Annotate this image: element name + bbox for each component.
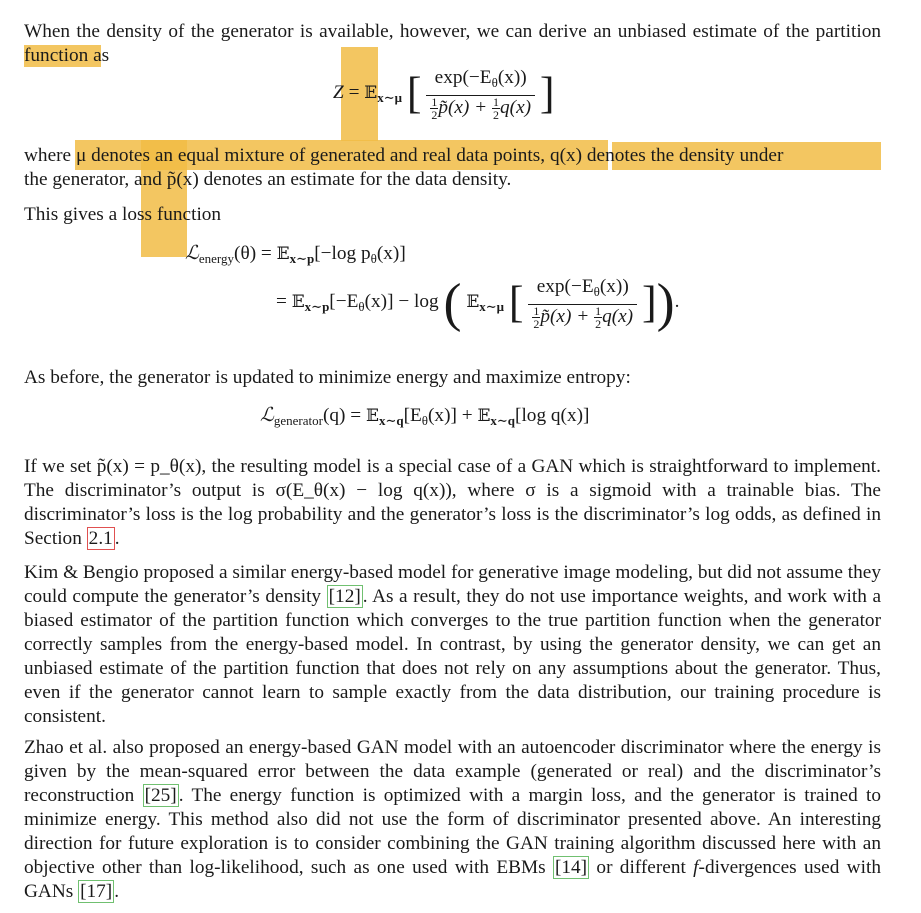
eq-energy-sub-p2: x∼p <box>304 298 330 314</box>
citation-14-link[interactable]: [14] <box>554 857 588 878</box>
eq-gen-sub-q1: x∼q <box>378 413 404 428</box>
right-bracket2-icon: ] <box>641 277 657 327</box>
eq-energy-exp2: 𝔼 <box>291 291 305 312</box>
half-d4: 2 <box>595 317 602 332</box>
eq-energy-lhs: ℒ <box>185 243 199 264</box>
eq-z-den2: q(x) <box>500 97 532 118</box>
paragraph-5 <box>24 455 881 551</box>
eq-gen-exp1: 𝔼 <box>365 406 379 426</box>
left-paren-icon: ( <box>443 272 462 333</box>
eq-energy-exp1: 𝔼 <box>276 244 290 264</box>
eq-z-sub: x∼μ <box>377 89 402 105</box>
para4-text: As before, the generator is updated to minimize energy and maximize entropy: <box>24 367 631 388</box>
half-n2: 1 <box>493 95 500 110</box>
eq-energy-period: . <box>674 290 680 312</box>
eq-energy-theta2: θ <box>358 298 365 314</box>
eq-gen-c: [log q(x)] <box>515 405 590 426</box>
eq-energy-fraction <box>528 275 637 330</box>
eq-gen-a: [E <box>403 405 422 426</box>
para7-text-d: -divergences used with GANs <box>24 857 881 902</box>
para3-text: This gives a loss function <box>24 204 222 225</box>
eq-gen-arg: (q) = <box>322 405 366 426</box>
citation-17-link[interactable]: [17] <box>80 881 113 902</box>
half-d: 2 <box>431 108 438 123</box>
para2-line2: the generator, and p̃(x) denotes an estimate for the data density. <box>24 169 512 190</box>
eq-z-lhs: Z <box>333 81 344 103</box>
eq-gen-exp2: 𝔼 <box>477 406 491 426</box>
eq-energy-den2: q(x) <box>602 306 634 327</box>
paragraph-4 <box>24 366 881 390</box>
eq-gen-lhs: ℒ <box>260 405 274 426</box>
eq-energy-theta1: θ <box>370 251 377 266</box>
eq-gen-lhs-sub: generator <box>273 413 323 428</box>
eq-energy-arg: (θ) = <box>234 243 277 264</box>
para5-text: If we set p̃(x) = p_θ(x), the resulting model is a special case of a GAN which is straightforward to implement. The discriminator’s output is σ(E_θ(x) − log q(x)), where σ is a sigmoid with a trainable bias. The discriminator’s loss is the log probability and the generator’s loss is the discriminator’s log odds, as defined in Section <box>24 456 881 549</box>
para6-text-a: Kim & Bengio proposed a similar energy-based model for generative image modeling, but did not assume they could compute the generator’s density <box>24 562 881 607</box>
eq-z-num: exp(−E <box>434 67 492 88</box>
eq-z-fraction <box>426 66 535 121</box>
eq-energy-lhs-sub: energy <box>198 251 235 266</box>
eq-energy-denominator <box>528 305 637 330</box>
para2-where: where <box>24 145 72 166</box>
paragraph-1 <box>24 20 881 68</box>
eq-energy-num: exp(−E <box>536 276 594 297</box>
eq-energy-line2-eq: = <box>276 290 292 312</box>
eq-energy-sub-mu: x∼μ <box>479 298 505 314</box>
eq-energy-line1-end: (x)] <box>376 243 406 264</box>
section-ref-link[interactable]: 2.1 <box>88 528 113 549</box>
para1-line1: When the density of the generator is available, however, we can derive an unbiased estimate of the <box>24 21 810 42</box>
para7-text-a: Zhao et al. also proposed an energy-based GAN model with an autoencoder discriminator where the energy is given by the mean-squared error between the data example (generated or real) and the discriminator’s reconstruction <box>24 737 881 806</box>
eq-z-theta: θ <box>491 75 498 90</box>
highlighted-word-partition: partition <box>815 21 881 42</box>
eq-energy-exp3: 𝔼 <box>466 291 480 312</box>
para1-rest: function as <box>24 45 110 66</box>
equation-energy-line1 <box>185 241 406 267</box>
half-d2: 2 <box>493 108 500 123</box>
citation-25-link[interactable]: [25] <box>144 785 177 806</box>
eq-z-expectation: 𝔼 <box>364 82 378 103</box>
eq-energy-theta3: θ <box>593 284 600 299</box>
eq-energy-sub-p1: x∼p <box>289 251 315 266</box>
eq-energy-line1-rhs: [−log p <box>314 243 371 264</box>
half-d3: 2 <box>533 317 540 332</box>
equation-generator <box>260 403 589 429</box>
left-bracket2-icon: [ <box>508 277 524 327</box>
half-n4: 1 <box>595 304 602 319</box>
para7-text-c: or different <box>596 857 686 878</box>
half-2 <box>492 96 500 121</box>
right-bracket-icon: ] <box>539 68 555 118</box>
eq-gen-sub-q2: x∼q <box>490 413 516 428</box>
paragraph-3 <box>24 203 881 227</box>
eq-gen-b: (x)] + <box>428 405 478 426</box>
right-paren-icon: ) <box>656 272 675 333</box>
eq-energy-line2-b: (x)] − log <box>364 290 439 312</box>
half-n: 1 <box>431 95 438 110</box>
paragraph-2 <box>24 144 881 192</box>
half-n3: 1 <box>533 304 540 319</box>
eq-energy-num-end: (x)) <box>599 276 629 297</box>
para6-text-b: . As a result, they do not use importance weights, and work with a biased estimator of the partition function which converges to the true partition function when the generator correctly samples from the energy-based model. In contrast, by using the generator density, we can get an unbiased estimate of the partition function that does not rely on any assumptions about the generator. Thus, even if the generator cannot learn to sample exactly from the data distribution, our training procedure is consistent. <box>24 586 882 727</box>
para2-highlight-q: q(x) denotes the density under <box>549 145 784 166</box>
equation-partition-estimate <box>333 66 555 121</box>
equation-energy-line2 <box>276 272 680 333</box>
para7-f: f <box>693 857 699 878</box>
citation-12-link[interactable]: [12] <box>328 586 361 607</box>
para2-highlight-mu: μ denotes an equal mixture of generated and real data points, <box>75 145 546 166</box>
para5-end: . <box>114 528 120 549</box>
eq-z-equals: = <box>348 81 360 103</box>
left-bracket-icon: [ <box>406 68 422 118</box>
eq-z-den: p̃(x) + <box>438 97 493 118</box>
eq-z-num-end: (x)) <box>497 67 527 88</box>
eq-energy-den: p̃(x) + <box>540 306 595 327</box>
eq-energy-line2-a: [−E <box>329 290 359 312</box>
eq-z-denominator <box>426 96 535 121</box>
eq-z-numerator <box>426 66 535 96</box>
paragraph-7 <box>24 736 881 904</box>
para7-end: . <box>114 881 120 902</box>
para7-text-b: . The energy function is optimized with a margin loss, and the generator is trained to minimize energy. This method also did not use the form of discriminator presented above. An interesting direction for future exploration is to consider combining the GAN training algorithm discussed here with an objective other than log-likelihood, such as one used with EBMs <box>24 785 882 878</box>
eq-energy-numerator <box>528 275 637 305</box>
half-4 <box>594 305 602 330</box>
paragraph-6 <box>24 561 881 729</box>
eq-gen-theta: θ <box>421 413 429 428</box>
